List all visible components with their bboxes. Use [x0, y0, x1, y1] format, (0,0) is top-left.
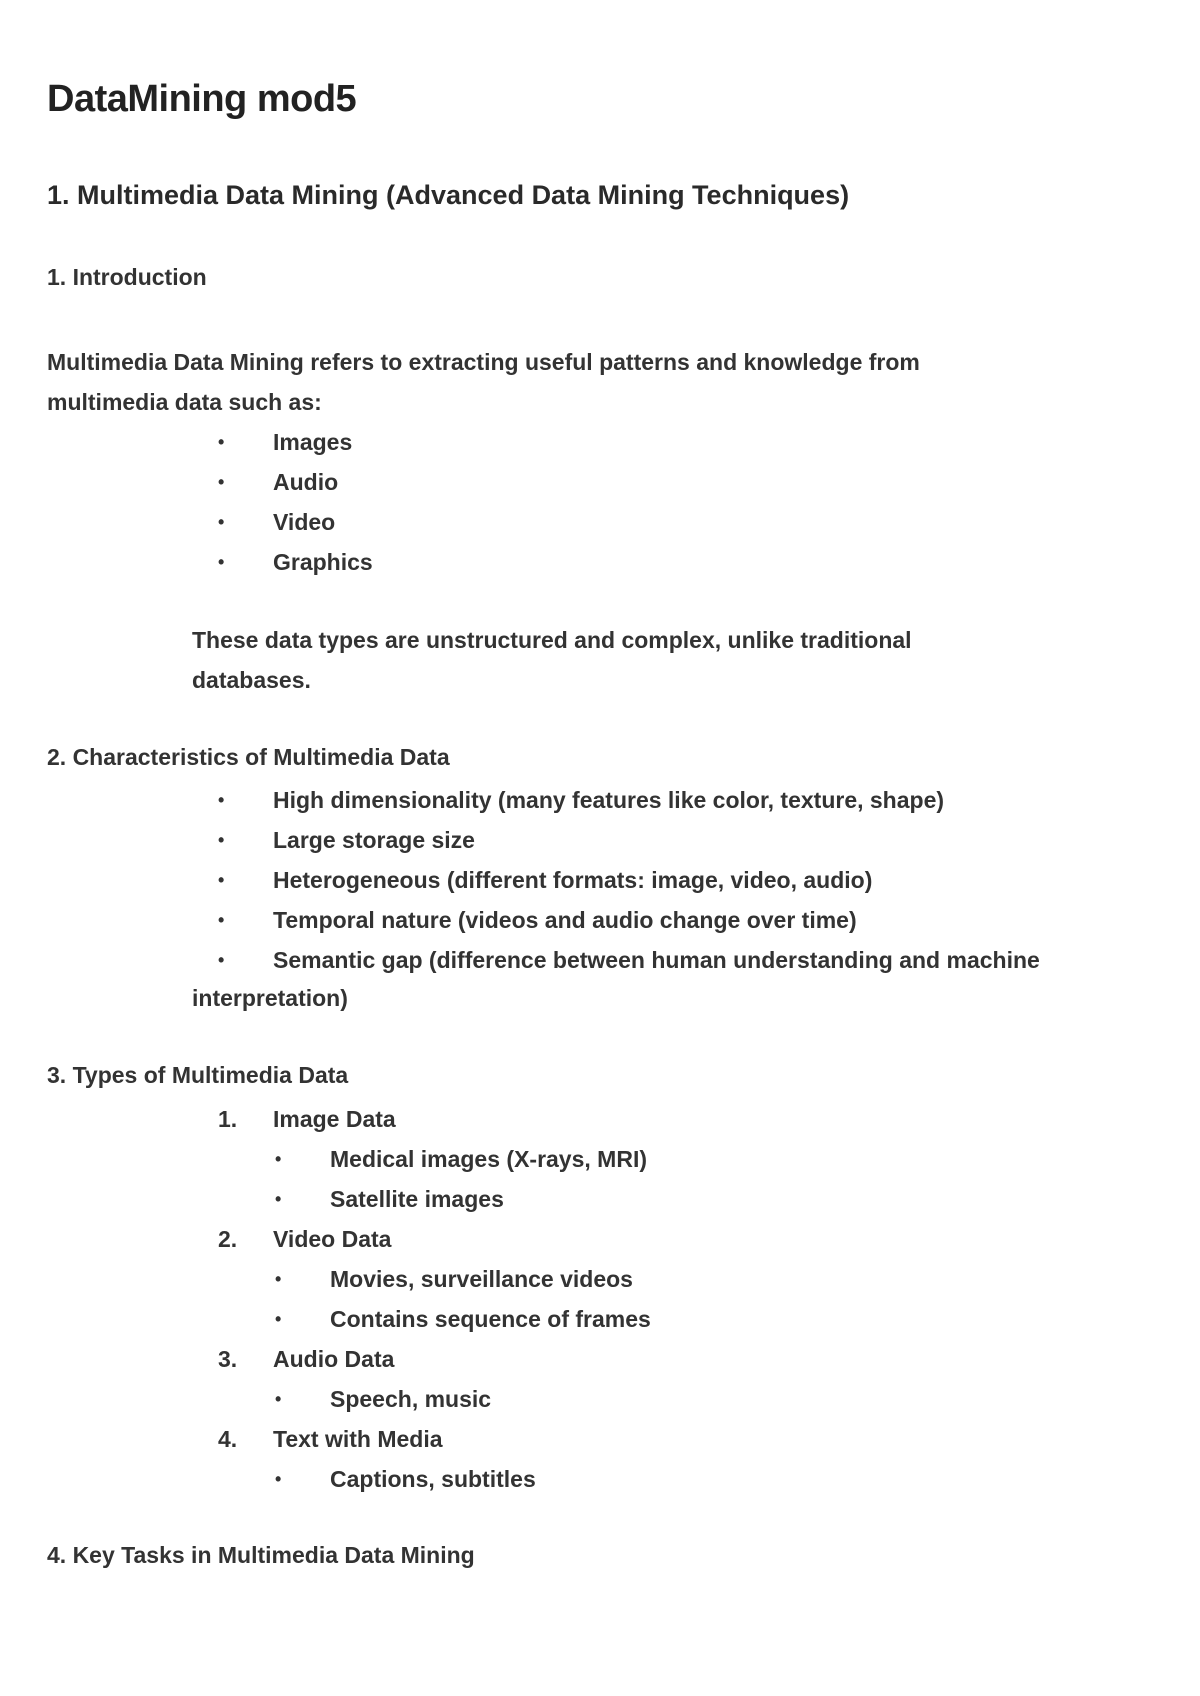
list-item-text: Temporal nature (videos and audio change over time)	[273, 907, 857, 933]
list-item-text: Video	[273, 509, 336, 535]
list-item-text: Semantic gap (difference between human understanding and machine	[273, 947, 1040, 973]
bullet-icon: •	[275, 1389, 282, 1409]
list-item	[218, 1379, 1118, 1419]
list-item	[218, 1339, 1118, 1379]
bullet-icon: •	[275, 1189, 282, 1209]
list-item	[218, 860, 1178, 900]
intro-heading: 1. Introduction	[47, 264, 207, 290]
list-item-text: High dimensionality (many features like color, texture, shape)	[273, 787, 945, 813]
list-item	[218, 542, 1118, 582]
document-title: DataMining mod5	[47, 78, 357, 120]
bullet-icon: •	[218, 432, 225, 452]
list-item-text: Images	[273, 429, 353, 455]
list-number: 3.	[218, 1346, 238, 1372]
list-item	[218, 1299, 1118, 1339]
list-item-text: Audio Data	[273, 1346, 395, 1372]
intro-paragraph-line-1: Multimedia Data Mining refers to extracting useful patterns and knowledge from	[47, 349, 920, 375]
list-item	[218, 1419, 1118, 1459]
intro-paragraph-line-2: multimedia data such as:	[47, 389, 322, 415]
list-item	[218, 1259, 1118, 1299]
list-item-text: Audio	[273, 469, 339, 495]
list-item	[218, 940, 1178, 980]
list-item-text: Large storage size	[273, 827, 475, 853]
list-item-text: Speech, music	[330, 1386, 492, 1412]
bullet-icon: •	[218, 830, 225, 850]
bullet-icon: •	[218, 910, 225, 930]
bullet-icon: •	[218, 870, 225, 890]
bullet-icon: •	[218, 552, 225, 572]
intro-note	[192, 620, 1142, 700]
characteristics-continuation: interpretation)	[192, 985, 348, 1011]
bullet-icon: •	[218, 950, 225, 970]
list-number: 4.	[218, 1426, 238, 1452]
list-item-text: Medical images (X-rays, MRI)	[330, 1146, 647, 1172]
intro-note-line-1: These data types are unstructured and complex, unlike traditional	[192, 627, 912, 653]
list-item	[218, 820, 1178, 860]
types-list	[218, 1099, 1118, 1499]
list-item	[218, 1179, 1118, 1219]
intro-media-list	[218, 422, 1118, 582]
list-item	[218, 1459, 1118, 1499]
bullet-icon: •	[218, 512, 225, 532]
section-title: 1. Multimedia Data Mining (Advanced Data Mining Techniques)	[47, 180, 850, 210]
list-item-text: Movies, surveillance videos	[330, 1266, 633, 1292]
bullet-icon: •	[218, 790, 225, 810]
list-item	[218, 502, 1118, 542]
types-heading: 3. Types of Multimedia Data	[47, 1062, 349, 1088]
bullet-icon: •	[275, 1149, 282, 1169]
bullet-icon: •	[275, 1309, 282, 1329]
list-item	[218, 780, 1178, 820]
list-item	[218, 900, 1178, 940]
list-item-text: Satellite images	[330, 1186, 504, 1212]
list-number: 1.	[218, 1106, 238, 1132]
bullet-icon: •	[275, 1269, 282, 1289]
list-item-text: Contains sequence of frames	[330, 1306, 651, 1332]
list-item-text: Text with Media	[273, 1426, 443, 1452]
intro-note-line-2: databases.	[192, 667, 311, 693]
intro-paragraph	[47, 342, 1147, 422]
list-item	[218, 422, 1118, 462]
list-item-text: Image Data	[273, 1106, 396, 1132]
key-tasks-heading: 4. Key Tasks in Multimedia Data Mining	[47, 1542, 475, 1568]
list-item-text: Video Data	[273, 1226, 392, 1252]
list-item	[218, 1139, 1118, 1179]
list-item-text: Heterogeneous (different formats: image, video, audio)	[273, 867, 873, 893]
bullet-icon: •	[275, 1469, 282, 1489]
list-number: 2.	[218, 1226, 238, 1252]
list-item-text: Graphics	[273, 549, 373, 575]
list-item	[218, 462, 1118, 502]
list-item-text: Captions, subtitles	[330, 1466, 536, 1492]
characteristics-list	[218, 780, 1178, 980]
list-item	[218, 1219, 1118, 1259]
bullet-icon: •	[218, 472, 225, 492]
characteristics-heading: 2. Characteristics of Multimedia Data	[47, 744, 450, 770]
list-item	[218, 1099, 1118, 1139]
